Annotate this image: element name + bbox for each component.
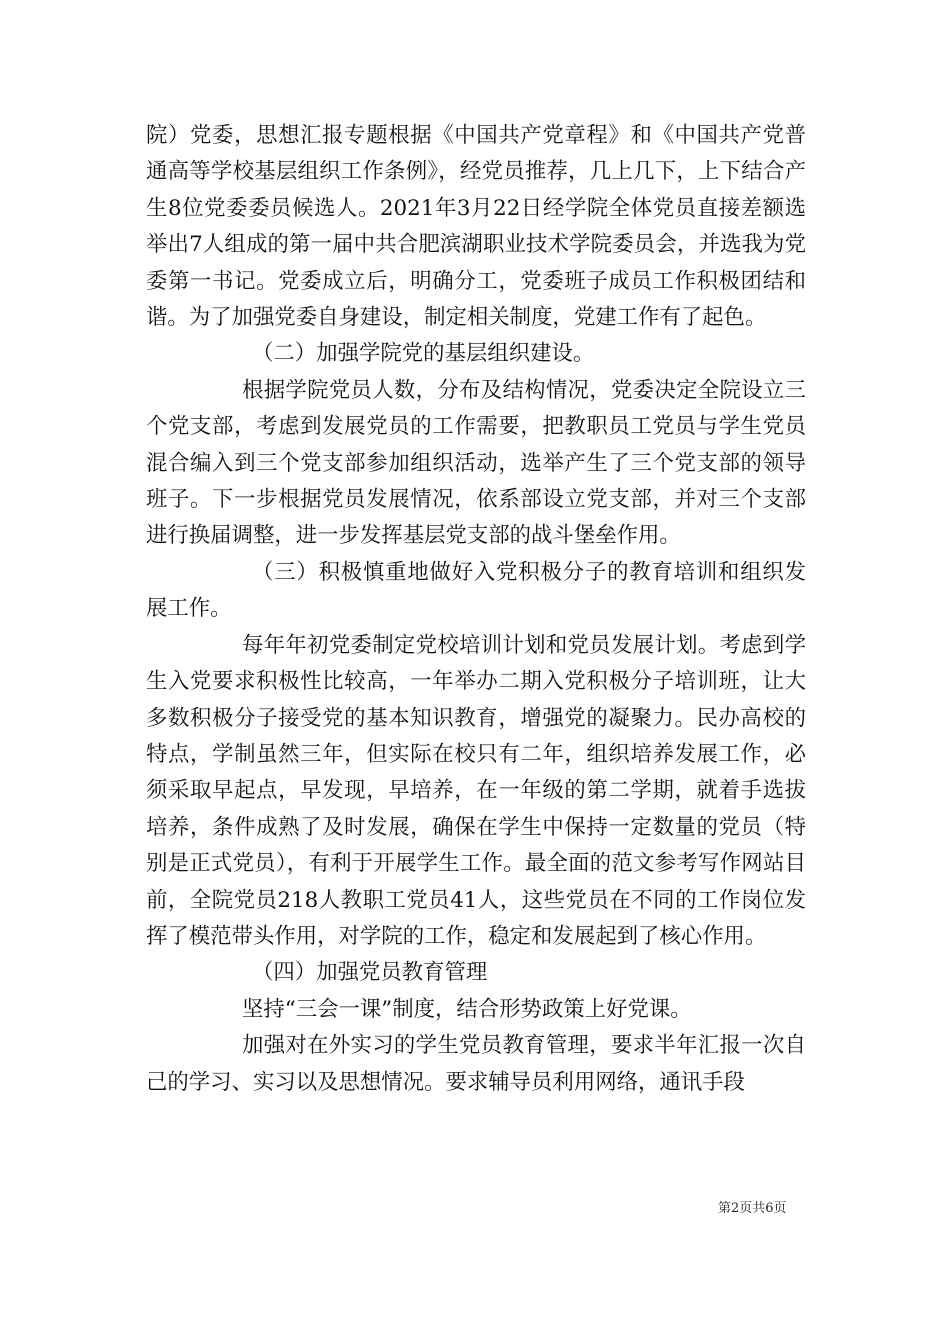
paragraph-party-committee-election: 院）党委，思想汇报专题根据《中国共产党章程》和《中国共产党普通高等学校基层组织工作条例》，经党员推荐，几上几下，上下结合产生8位党委委员候选人。2021年3月22日经学院全体党员直接差额选举出7人组成的第一届中共合肥滨湖职业技术学院委员会，并选我为党委第一书记。党委成立后，明确分工，党委班子成员工作积极团结和谐。为了加强党委自身建设，制定相关制度，党建工作有了起色。 bbox=[146, 123, 806, 331]
paragraph-party-branches: 根据学院党员人数，分布及结构情况，党委决定全院设立三个党支部，考虑到发展党员的工作需要，把教职员工党员与学生党员混合编入到三个党支部参加组织活动，选举产生了三个党支部的领导班子。下一步根据党员发展情况，依系部设立党支部，并对三个支部进行换届调整，进一步发挥基层党支部的战斗堡垒作用。 bbox=[146, 377, 806, 549]
page-number-footer: 第2页共6页 bbox=[718, 1201, 787, 1216]
heading-member-education: （四）加强党员教育管理 bbox=[252, 960, 488, 986]
heading-grassroots-organization: （二）加强学院党的基层组织建设。 bbox=[252, 341, 595, 367]
document-body bbox=[146, 118, 806, 1101]
paragraph-intern-management: 加强对在外实习的学生党员教育管理，要求半年汇报一次自己的学习、实习以及思想情况。要求辅导员利用网络，通讯手段 bbox=[146, 1033, 806, 1095]
paragraph-training-plan: 每年年初党委制定党校培训计划和党员发展计划。考虑到学生入党要求积极性比较高，一年举办二期入党积极分子培训班，让大多数积极分子接受党的基本知识教育，增强党的凝聚力。民办高校的特点，学制虽然三年，但实际在校只有二年，组织培养发展工作，必须采取早起点，早发现，早培养，在一年级的第二学期，就着手选拔培养，条件成熟了及时发展，确保在学生中保持一定数量的党员（特别是正式党员），有利于开展学生工作。最全面的范文参考写作网站目前，全院党员218人教职工党员41人，这些党员在不同的工作岗位发挥了模范带头作用，对学院的工作，稳定和发展起到了核心作用。 bbox=[146, 632, 806, 949]
heading-activist-training: （三）积极慎重地做好入党积极分子的教育培训和组织发展工作。 bbox=[146, 559, 806, 622]
paragraph-three-meetings: 坚持“三会一课”制度，结合形势政策上好党课。 bbox=[242, 996, 692, 1022]
